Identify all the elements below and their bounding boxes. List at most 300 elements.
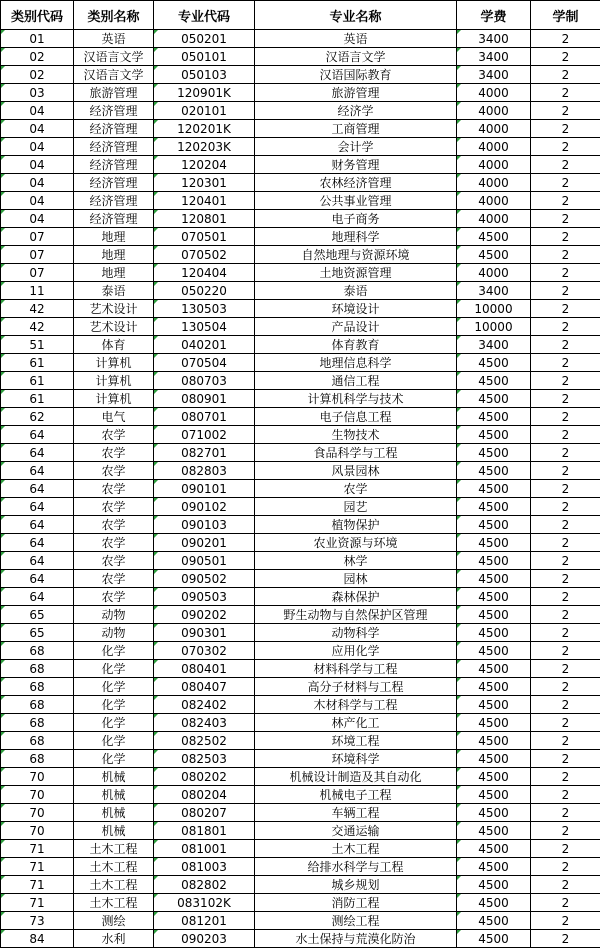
table-row: [1, 444, 600, 462]
tuition-cell: 4500: [457, 246, 531, 264]
table-row: [1, 336, 600, 354]
category-name-cell: 化学: [74, 660, 154, 678]
tuition-cell: 10000: [457, 300, 531, 318]
table-row: [1, 534, 600, 552]
major-code-cell: 090503: [154, 588, 255, 606]
category-code-cell: 68: [1, 642, 74, 660]
table-row: [1, 318, 600, 336]
category-code-cell: 04: [1, 102, 74, 120]
duration-cell: 2: [531, 570, 600, 588]
category-name-cell: 动物: [74, 624, 154, 642]
tuition-cell: 4500: [457, 750, 531, 768]
duration-cell: 2: [531, 192, 600, 210]
major-name-cell: 材料科学与工程: [255, 660, 457, 678]
major-name-cell: 林学: [255, 552, 457, 570]
category-code-cell: 07: [1, 246, 74, 264]
table-row: [1, 822, 600, 840]
duration-cell: 2: [531, 372, 600, 390]
tuition-cell: 4500: [457, 444, 531, 462]
major-code-cell: 082502: [154, 732, 255, 750]
category-name-cell: 机械: [74, 768, 154, 786]
major-code-cell: 120901K: [154, 84, 255, 102]
duration-cell: 2: [531, 408, 600, 426]
tuition-cell: 4000: [457, 120, 531, 138]
table-row: [1, 66, 600, 84]
table-row: [1, 192, 600, 210]
duration-cell: 2: [531, 120, 600, 138]
tuition-cell: 4500: [457, 912, 531, 930]
category-name-cell: 体育: [74, 336, 154, 354]
major-name-cell: 农业资源与环境: [255, 534, 457, 552]
duration-cell: 2: [531, 480, 600, 498]
major-code-cell: 120301: [154, 174, 255, 192]
duration-cell: 2: [531, 174, 600, 192]
duration-cell: 2: [531, 462, 600, 480]
major-code-cell: 071002: [154, 426, 255, 444]
duration-cell: 2: [531, 822, 600, 840]
category-code-cell: 04: [1, 156, 74, 174]
table-row: [1, 282, 600, 300]
category-name-cell: 水利: [74, 930, 154, 948]
major-code-cell: 082403: [154, 714, 255, 732]
category-code-cell: 68: [1, 714, 74, 732]
tuition-cell: 3400: [457, 30, 531, 48]
major-name-cell: 给排水科学与工程: [255, 858, 457, 876]
major-code-cell: 120801: [154, 210, 255, 228]
category-name-cell: 农学: [74, 588, 154, 606]
tuition-cell: 4500: [457, 570, 531, 588]
major-code-cell: 090201: [154, 534, 255, 552]
table-row: [1, 840, 600, 858]
major-name-cell: 体育教育: [255, 336, 457, 354]
table-row: [1, 138, 600, 156]
duration-cell: 2: [531, 336, 600, 354]
duration-cell: 2: [531, 300, 600, 318]
major-name-cell: 风景园林: [255, 462, 457, 480]
category-name-cell: 农学: [74, 534, 154, 552]
major-name-cell: 环境设计: [255, 300, 457, 318]
category-name-cell: 农学: [74, 516, 154, 534]
table-row: [1, 660, 600, 678]
major-name-cell: 汉语言文学: [255, 48, 457, 66]
major-code-cell: 070501: [154, 228, 255, 246]
tuition-cell: 4500: [457, 462, 531, 480]
major-code-cell: 090103: [154, 516, 255, 534]
tuition-cell: 4500: [457, 858, 531, 876]
category-code-cell: 62: [1, 408, 74, 426]
duration-cell: 2: [531, 768, 600, 786]
table-row: [1, 930, 600, 948]
major-code-cell: 040201: [154, 336, 255, 354]
category-name-cell: 泰语: [74, 282, 154, 300]
category-code-cell: 64: [1, 480, 74, 498]
category-name-cell: 经济管理: [74, 210, 154, 228]
table-row: [1, 768, 600, 786]
major-name-cell: 经济学: [255, 102, 457, 120]
category-name-cell: 计算机: [74, 390, 154, 408]
duration-cell: 2: [531, 318, 600, 336]
duration-cell: 2: [531, 696, 600, 714]
category-code-cell: 68: [1, 678, 74, 696]
major-name-cell: 自然地理与资源环境: [255, 246, 457, 264]
tuition-cell: 4000: [457, 84, 531, 102]
table-row: [1, 498, 600, 516]
major-name-cell: 农林经济管理: [255, 174, 457, 192]
category-code-cell: 71: [1, 876, 74, 894]
category-code-cell: 04: [1, 192, 74, 210]
duration-cell: 2: [531, 390, 600, 408]
major-name-cell: 植物保护: [255, 516, 457, 534]
category-name-cell: 土木工程: [74, 840, 154, 858]
category-code-cell: 04: [1, 138, 74, 156]
major-code-cell: 082402: [154, 696, 255, 714]
category-name-cell: 农学: [74, 480, 154, 498]
tuition-cell: 4500: [457, 480, 531, 498]
table-row: [1, 30, 600, 48]
major-name-cell: 电子商务: [255, 210, 457, 228]
category-code-cell: 61: [1, 390, 74, 408]
table-row: [1, 858, 600, 876]
header-major-name: 专业名称: [255, 1, 457, 30]
major-name-cell: 环境工程: [255, 732, 457, 750]
tuition-cell: 4500: [457, 534, 531, 552]
category-name-cell: 化学: [74, 678, 154, 696]
category-name-cell: 化学: [74, 714, 154, 732]
category-code-cell: 04: [1, 174, 74, 192]
major-code-cell: 120204: [154, 156, 255, 174]
major-name-cell: 泰语: [255, 282, 457, 300]
duration-cell: 2: [531, 588, 600, 606]
duration-cell: 2: [531, 282, 600, 300]
major-name-cell: 车辆工程: [255, 804, 457, 822]
major-code-cell: 120404: [154, 264, 255, 282]
major-name-cell: 地理科学: [255, 228, 457, 246]
category-code-cell: 07: [1, 228, 74, 246]
major-name-cell: 会计学: [255, 138, 457, 156]
table-row: [1, 228, 600, 246]
category-code-cell: 64: [1, 516, 74, 534]
tuition-cell: 4000: [457, 102, 531, 120]
duration-cell: 2: [531, 498, 600, 516]
duration-cell: 2: [531, 516, 600, 534]
major-code-cell: 050103: [154, 66, 255, 84]
tuition-cell: 4000: [457, 192, 531, 210]
major-name-cell: 财务管理: [255, 156, 457, 174]
duration-cell: 2: [531, 210, 600, 228]
duration-cell: 2: [531, 732, 600, 750]
category-code-cell: 70: [1, 822, 74, 840]
category-name-cell: 经济管理: [74, 174, 154, 192]
major-name-cell: 机械电子工程: [255, 786, 457, 804]
tuition-cell: 4500: [457, 552, 531, 570]
major-name-cell: 园艺: [255, 498, 457, 516]
category-name-cell: 英语: [74, 30, 154, 48]
category-code-cell: 68: [1, 660, 74, 678]
tuition-cell: 3400: [457, 66, 531, 84]
major-code-cell: 080901: [154, 390, 255, 408]
duration-cell: 2: [531, 66, 600, 84]
major-code-cell: 082803: [154, 462, 255, 480]
major-code-cell: 090101: [154, 480, 255, 498]
major-name-cell: 水土保持与荒漠化防治: [255, 930, 457, 948]
major-name-cell: 计算机科学与技术: [255, 390, 457, 408]
tuition-cell: 4500: [457, 768, 531, 786]
duration-cell: 2: [531, 426, 600, 444]
major-code-cell: 070504: [154, 354, 255, 372]
duration-cell: 2: [531, 444, 600, 462]
tuition-cell: 4500: [457, 876, 531, 894]
major-code-cell: 081201: [154, 912, 255, 930]
category-code-cell: 61: [1, 372, 74, 390]
major-code-cell: 090102: [154, 498, 255, 516]
category-name-cell: 化学: [74, 732, 154, 750]
major-code-cell: 020101: [154, 102, 255, 120]
duration-cell: 2: [531, 534, 600, 552]
tuition-cell: 4500: [457, 498, 531, 516]
major-name-cell: 电子信息工程: [255, 408, 457, 426]
table-row: [1, 750, 600, 768]
tuition-cell: 4000: [457, 210, 531, 228]
tuition-cell: 4500: [457, 588, 531, 606]
table-row: [1, 354, 600, 372]
category-code-cell: 73: [1, 912, 74, 930]
major-name-cell: 汉语国际教育: [255, 66, 457, 84]
major-code-cell: 050101: [154, 48, 255, 66]
major-name-cell: 通信工程: [255, 372, 457, 390]
tuition-cell: 3400: [457, 336, 531, 354]
major-code-cell: 090202: [154, 606, 255, 624]
header-major-code: 专业代码: [154, 1, 255, 30]
tuition-cell: 4500: [457, 894, 531, 912]
major-code-cell: 130504: [154, 318, 255, 336]
table-row: [1, 210, 600, 228]
duration-cell: 2: [531, 912, 600, 930]
duration-cell: 2: [531, 840, 600, 858]
table-row: [1, 174, 600, 192]
table-row: [1, 48, 600, 66]
category-code-cell: 70: [1, 768, 74, 786]
duration-cell: 2: [531, 354, 600, 372]
duration-cell: 2: [531, 858, 600, 876]
category-name-cell: 土木工程: [74, 894, 154, 912]
table-row: [1, 390, 600, 408]
major-name-cell: 机械设计制造及其自动化: [255, 768, 457, 786]
category-name-cell: 农学: [74, 570, 154, 588]
tuition-cell: 4500: [457, 696, 531, 714]
tuition-cell: 4500: [457, 822, 531, 840]
table-row: [1, 246, 600, 264]
header-duration: 学制: [531, 1, 600, 30]
table-row: [1, 426, 600, 444]
major-code-cell: 080202: [154, 768, 255, 786]
major-code-cell: 050220: [154, 282, 255, 300]
category-code-cell: 71: [1, 858, 74, 876]
tuition-cell: 4500: [457, 714, 531, 732]
major-code-cell: 090301: [154, 624, 255, 642]
table-row: [1, 624, 600, 642]
category-name-cell: 农学: [74, 552, 154, 570]
category-code-cell: 42: [1, 318, 74, 336]
major-code-cell: 081003: [154, 858, 255, 876]
category-name-cell: 地理: [74, 264, 154, 282]
duration-cell: 2: [531, 264, 600, 282]
duration-cell: 2: [531, 642, 600, 660]
major-code-cell: 090501: [154, 552, 255, 570]
duration-cell: 2: [531, 750, 600, 768]
tuition-cell: 4500: [457, 642, 531, 660]
table-row: [1, 786, 600, 804]
category-code-cell: 68: [1, 696, 74, 714]
duration-cell: 2: [531, 30, 600, 48]
category-code-cell: 51: [1, 336, 74, 354]
duration-cell: 2: [531, 102, 600, 120]
major-name-cell: 环境科学: [255, 750, 457, 768]
category-code-cell: 04: [1, 210, 74, 228]
category-name-cell: 土木工程: [74, 858, 154, 876]
tuition-cell: 4500: [457, 732, 531, 750]
category-name-cell: 机械: [74, 786, 154, 804]
tuition-cell: 4000: [457, 156, 531, 174]
table-row: [1, 678, 600, 696]
category-code-cell: 64: [1, 426, 74, 444]
major-name-cell: 公共事业管理: [255, 192, 457, 210]
major-name-cell: 野生动物与自然保护区管理: [255, 606, 457, 624]
category-name-cell: 艺术设计: [74, 318, 154, 336]
duration-cell: 2: [531, 156, 600, 174]
category-name-cell: 计算机: [74, 354, 154, 372]
major-code-cell: 070502: [154, 246, 255, 264]
major-name-cell: 地理信息科学: [255, 354, 457, 372]
duration-cell: 2: [531, 228, 600, 246]
category-name-cell: 经济管理: [74, 138, 154, 156]
category-code-cell: 64: [1, 444, 74, 462]
tuition-cell: 4500: [457, 804, 531, 822]
category-code-cell: 64: [1, 552, 74, 570]
category-code-cell: 68: [1, 750, 74, 768]
major-name-cell: 高分子材料与工程: [255, 678, 457, 696]
table-row: [1, 480, 600, 498]
tuition-cell: 3400: [457, 282, 531, 300]
table-row: [1, 552, 600, 570]
tuition-cell: 4500: [457, 228, 531, 246]
category-code-cell: 64: [1, 570, 74, 588]
category-code-cell: 42: [1, 300, 74, 318]
table-row: [1, 588, 600, 606]
category-code-cell: 71: [1, 894, 74, 912]
table-row: [1, 732, 600, 750]
major-name-cell: 测绘工程: [255, 912, 457, 930]
duration-cell: 2: [531, 246, 600, 264]
table-row: [1, 120, 600, 138]
category-name-cell: 电气: [74, 408, 154, 426]
category-name-cell: 地理: [74, 228, 154, 246]
major-name-cell: 林产化工: [255, 714, 457, 732]
category-name-cell: 农学: [74, 444, 154, 462]
major-name-cell: 交通运输: [255, 822, 457, 840]
tuition-cell: 4500: [457, 930, 531, 948]
tuition-cell: 4500: [457, 840, 531, 858]
duration-cell: 2: [531, 678, 600, 696]
duration-cell: 2: [531, 84, 600, 102]
category-code-cell: 64: [1, 534, 74, 552]
category-name-cell: 土木工程: [74, 876, 154, 894]
category-name-cell: 计算机: [74, 372, 154, 390]
category-code-cell: 70: [1, 804, 74, 822]
header-row: [1, 1, 600, 30]
major-name-cell: 工商管理: [255, 120, 457, 138]
duration-cell: 2: [531, 894, 600, 912]
tuition-cell: 10000: [457, 318, 531, 336]
tuition-cell: 4500: [457, 624, 531, 642]
header-category-name: 类别名称: [74, 1, 154, 30]
major-code-cell: 050201: [154, 30, 255, 48]
table-row: [1, 894, 600, 912]
category-name-cell: 经济管理: [74, 102, 154, 120]
category-name-cell: 汉语言文学: [74, 48, 154, 66]
tuition-cell: 4500: [457, 678, 531, 696]
category-code-cell: 71: [1, 840, 74, 858]
category-name-cell: 机械: [74, 822, 154, 840]
major-name-cell: 土木工程: [255, 840, 457, 858]
major-code-cell: 090203: [154, 930, 255, 948]
category-name-cell: 机械: [74, 804, 154, 822]
duration-cell: 2: [531, 48, 600, 66]
table-row: [1, 102, 600, 120]
category-name-cell: 艺术设计: [74, 300, 154, 318]
table-row: [1, 642, 600, 660]
category-name-cell: 农学: [74, 426, 154, 444]
major-name-cell: 森林保护: [255, 588, 457, 606]
major-name-cell: 旅游管理: [255, 84, 457, 102]
table-row: [1, 84, 600, 102]
category-code-cell: 07: [1, 264, 74, 282]
table-row: [1, 156, 600, 174]
tuition-cell: 4500: [457, 390, 531, 408]
category-name-cell: 动物: [74, 606, 154, 624]
category-code-cell: 02: [1, 66, 74, 84]
category-code-cell: 65: [1, 624, 74, 642]
category-code-cell: 65: [1, 606, 74, 624]
category-code-cell: 84: [1, 930, 74, 948]
header-category-code: 类别代码: [1, 1, 74, 30]
table-row: [1, 372, 600, 390]
category-code-cell: 02: [1, 48, 74, 66]
category-code-cell: 64: [1, 462, 74, 480]
duration-cell: 2: [531, 714, 600, 732]
major-name-cell: 城乡规划: [255, 876, 457, 894]
major-name-cell: 食品科学与工程: [255, 444, 457, 462]
category-name-cell: 化学: [74, 642, 154, 660]
table-row: [1, 264, 600, 282]
category-name-cell: 汉语言文学: [74, 66, 154, 84]
table-row: [1, 606, 600, 624]
major-name-cell: 消防工程: [255, 894, 457, 912]
tuition-cell: 4000: [457, 264, 531, 282]
duration-cell: 2: [531, 804, 600, 822]
tuition-cell: 4000: [457, 138, 531, 156]
major-code-cell: 130503: [154, 300, 255, 318]
major-name-cell: 土地资源管理: [255, 264, 457, 282]
category-code-cell: 64: [1, 588, 74, 606]
category-code-cell: 11: [1, 282, 74, 300]
category-name-cell: 经济管理: [74, 120, 154, 138]
major-code-cell: 120201K: [154, 120, 255, 138]
major-code-cell: 081001: [154, 840, 255, 858]
category-code-cell: 61: [1, 354, 74, 372]
category-name-cell: 地理: [74, 246, 154, 264]
category-code-cell: 64: [1, 498, 74, 516]
tuition-cell: 4500: [457, 660, 531, 678]
